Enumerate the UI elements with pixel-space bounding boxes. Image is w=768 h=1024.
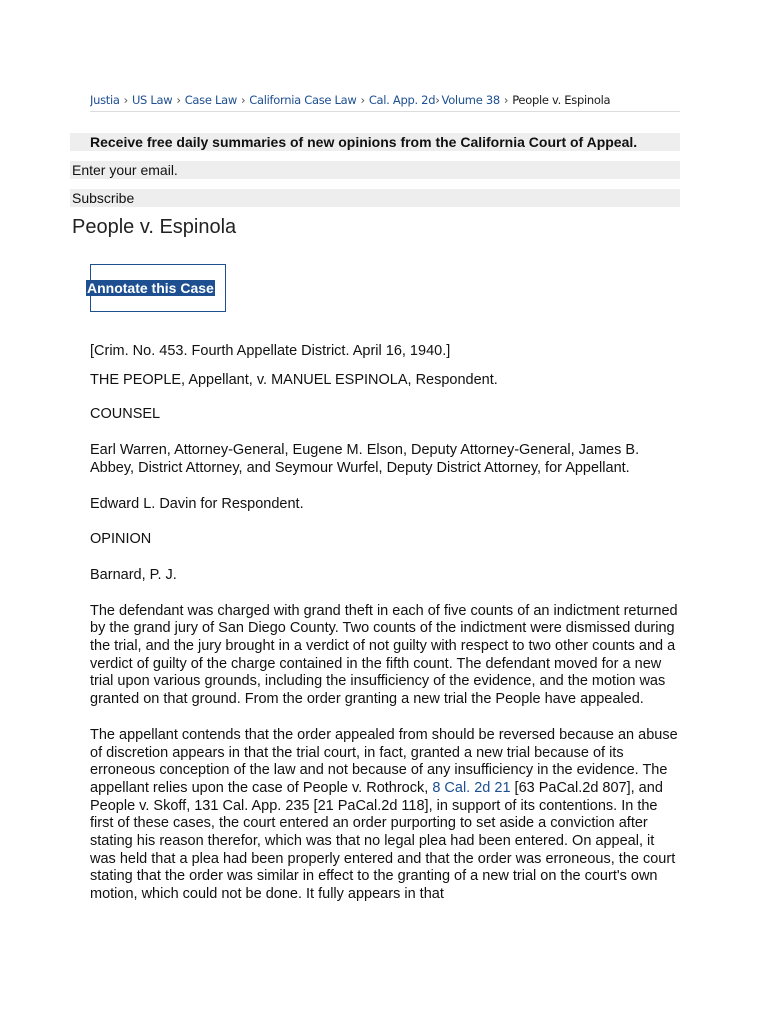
paragraph-text: The appellant contends that the order appealed from should be reversed because an abuse of discretion appears in that the trial court, in fact, granted a new trial because of its erroneous conception of the law and not because of any insufficiency in the evidence. The appellant relies upon the case of People v. Rothrock, <box>90 726 678 796</box>
breadcrumb-link-california-case-law[interactable]: California Case Law <box>249 93 357 107</box>
opinion-paragraph <box>90 727 680 904</box>
opinion-judge: Barnard, P. J. <box>90 566 177 583</box>
subscribe-promo-text: Receive free daily summaries of new opinions from the California Court of Appeal. <box>90 134 638 150</box>
opinion-content <box>90 343 680 904</box>
breadcrumb-current: People v. Espinola <box>512 93 611 107</box>
breadcrumb-link-us-law[interactable]: US Law <box>131 93 173 107</box>
breadcrumb-link-volume-38[interactable]: Volume 38 <box>441 93 500 107</box>
breadcrumb-link-justia[interactable]: Justia <box>90 93 120 107</box>
breadcrumb-separator: › <box>503 93 509 107</box>
breadcrumb-separator: › <box>176 93 181 107</box>
counsel-heading: COUNSEL <box>90 406 161 423</box>
citation-link[interactable]: 8 Cal. 2d 21 <box>432 779 511 796</box>
case-citation: [Crim. No. 453. Fourth Appellate District. April 16, 1940.] <box>90 343 451 359</box>
paragraph-text: [63 PaCal.2d 807], and People v. Skoff, 131 Cal. App. 235 [21 PaCal.2d 118], in support of its contentions. In the first of these cases, the court entered an order purporting to set aside a conviction after stating his reason therefor, which was that no legal plea had been entered. On appeal, it was held that a plea had been properly entered and that the order was erroneous, the court stating that the order was similar in effect to the granting of a new trial on the court's own motion, which could not be done. It fully appears in that <box>90 779 676 903</box>
breadcrumb-link-cal-app-2d[interactable]: Cal. App. 2d <box>368 93 436 107</box>
email-input[interactable] <box>70 161 680 179</box>
email-field-row <box>70 161 680 179</box>
annotate-box <box>87 264 226 312</box>
subscribe-promo-bar <box>70 133 680 151</box>
counsel-appellant: Earl Warren, Attorney-General, Eugene M. Elson, Deputy Attorney-General, James B. Abbey, District Attorney, and Seymour Wurfel, Deputy District Attorney, for Appellant. <box>90 442 640 476</box>
annotate-case-button[interactable]: Annotate this Case <box>87 280 214 296</box>
opinion-paragraph: The defendant was charged with grand theft in each of five counts of an indictment returned by the grand jury of San Diego County. Two counts of the indictment were dismissed during the trial, and the jury brought in a verdict of not guilty with respect to two other counts and a verdict of guilty of the charge contained in the fifth count. The defendant moved for a new trial upon various grounds, including the insufficiency of the evidence, and the motion was granted on that ground. From the order granting a new trial the People have appealed. <box>90 602 678 708</box>
case-parties: THE PEOPLE, Appellant, v. MANUEL ESPINOLA, Respondent. <box>90 371 498 388</box>
subscribe-row <box>70 189 680 207</box>
page-title: People v. Espinola <box>72 216 237 238</box>
breadcrumb-separator: › <box>123 93 128 107</box>
subscribe-button[interactable]: Subscribe <box>72 190 135 206</box>
breadcrumb-separator: › <box>240 93 246 107</box>
opinion-heading: OPINION <box>90 531 152 548</box>
counsel-respondent: Edward L. Davin for Respondent. <box>90 495 304 512</box>
breadcrumb <box>90 93 680 112</box>
breadcrumb-separator: › <box>360 93 365 107</box>
breadcrumb-separator: › <box>435 93 440 107</box>
breadcrumb-link-case-law[interactable]: Case Law <box>184 93 237 107</box>
